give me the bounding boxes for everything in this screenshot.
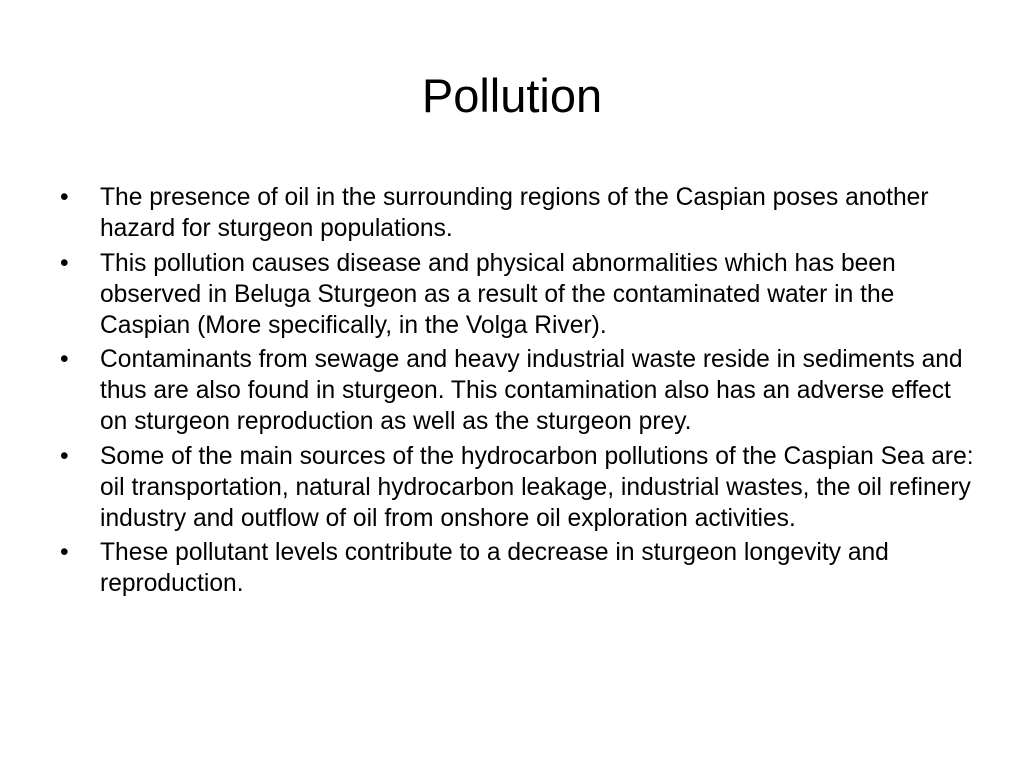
bullet-item bbox=[56, 537, 976, 599]
bullet-item bbox=[56, 441, 976, 534]
bullet-icon: • bbox=[60, 539, 69, 566]
bullet-text: Some of the main sources of the hydrocarbon pollutions of the Caspian Sea are: oil transportation, natural hydrocarbon leakage, industrial wastes, the oil refinery industry and outflow of oil from onshore oil exploration activities. bbox=[100, 442, 974, 532]
bullet-item bbox=[56, 182, 976, 244]
bullet-icon: • bbox=[60, 346, 69, 373]
bullet-list bbox=[56, 182, 976, 603]
bullet-item bbox=[56, 344, 976, 437]
bullet-text: The presence of oil in the surrounding regions of the Caspian poses another hazard for sturgeon populations. bbox=[100, 184, 929, 242]
bullet-text: This pollution causes disease and physical abnormalities which has been observed in Beluga Sturgeon as a result of the contaminated water in the Caspian (More specifically, in the Volga River). bbox=[100, 249, 896, 339]
bullet-text: Contaminants from sewage and heavy industrial waste reside in sediments and thus are also found in sturgeon. This contamination also has an adverse effect on sturgeon reproduction as well as the sturgeon prey. bbox=[100, 346, 963, 435]
bullet-icon: • bbox=[60, 249, 69, 277]
bullet-item bbox=[56, 248, 976, 341]
bullet-icon: • bbox=[60, 184, 69, 211]
bullet-text: These pollutant levels contribute to a decrease in sturgeon longevity and reproduction. bbox=[100, 539, 889, 597]
bullet-icon: • bbox=[60, 442, 69, 470]
slide-title: Pollution bbox=[421, 69, 603, 122]
